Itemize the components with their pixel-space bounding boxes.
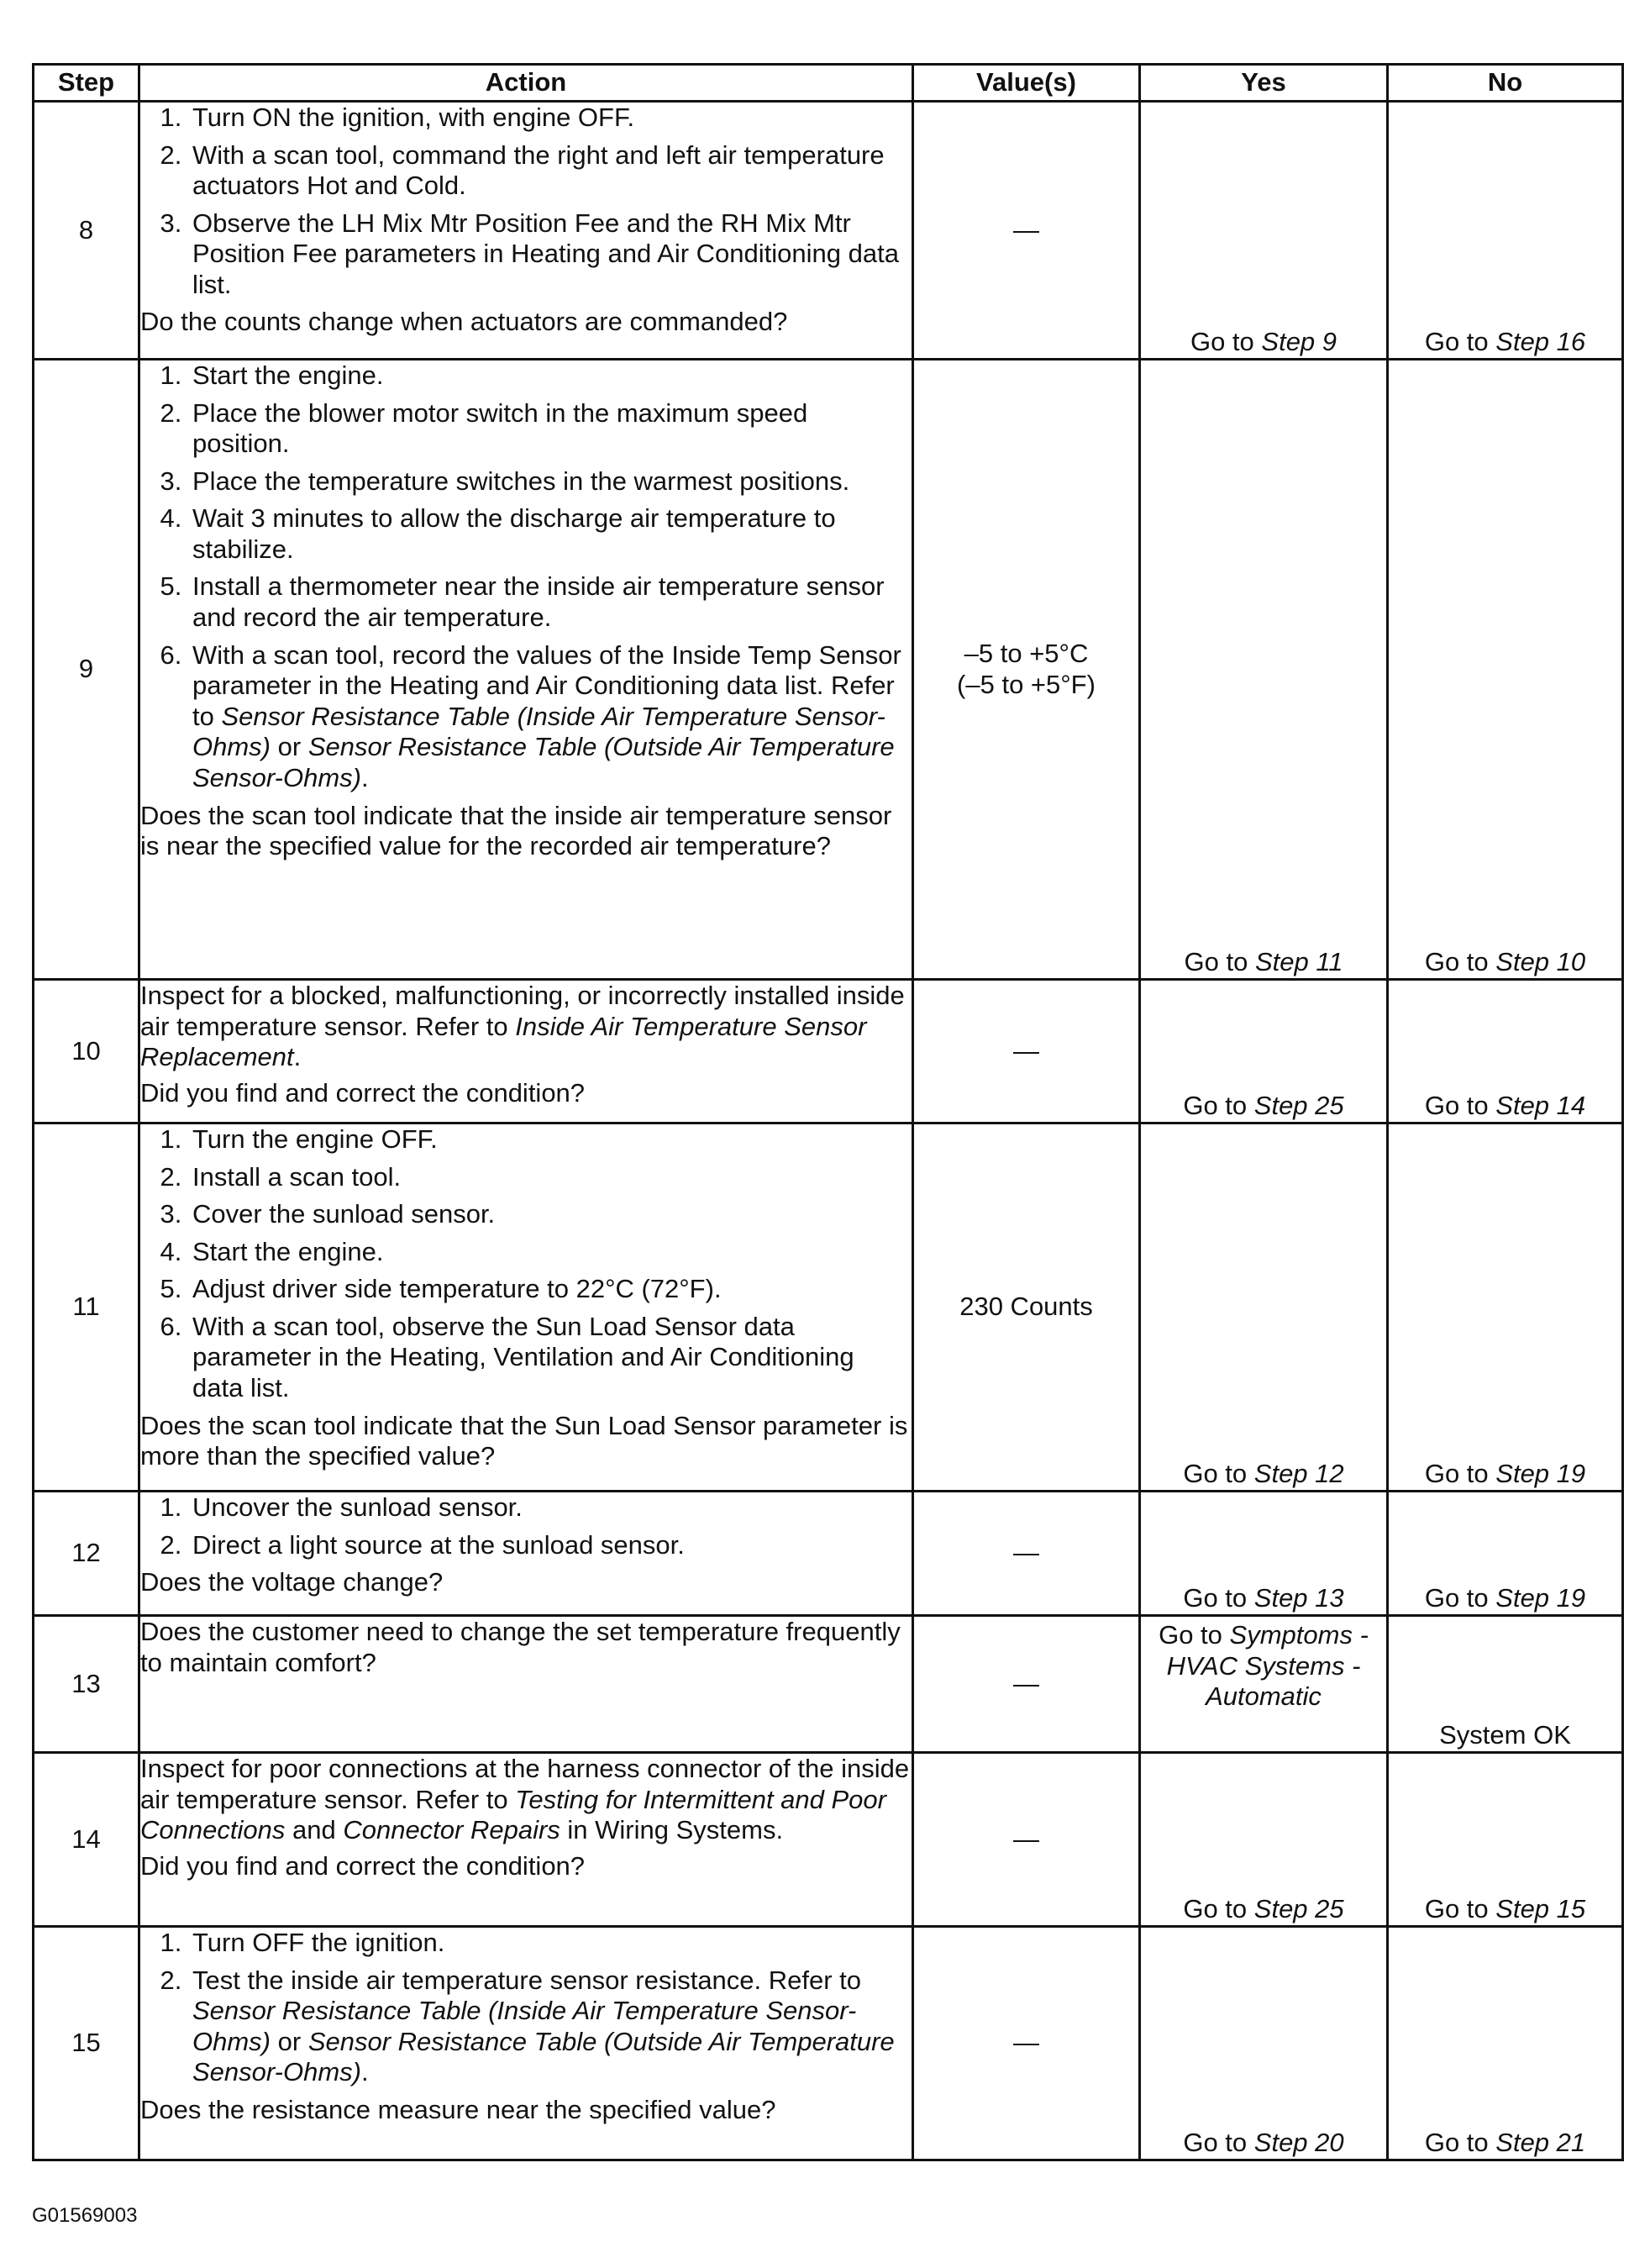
action-item: 6. With a scan tool, observe the Sun Load Sensor data parameter in the Heating, Ventilation and Air Conditioning data list. bbox=[189, 1312, 912, 1404]
action-cell bbox=[139, 1927, 913, 2160]
no-prefix: Go to bbox=[1424, 1894, 1489, 1924]
value-cell: — bbox=[913, 980, 1140, 1123]
step-number: 11 bbox=[34, 1123, 139, 1492]
yes-cell bbox=[1140, 360, 1388, 980]
action-list bbox=[140, 103, 912, 300]
yes-prefix: Go to bbox=[1183, 1091, 1248, 1121]
action-item bbox=[189, 1965, 912, 2088]
action-list bbox=[140, 1928, 912, 2088]
item-text: or bbox=[277, 2026, 302, 2056]
step-number: 13 bbox=[34, 1616, 139, 1753]
action-item: 1. Start the engine. bbox=[189, 360, 912, 392]
reference-link[interactable]: Sensor Resistance Table (Outside Air Temperature Sensor-Ohms) bbox=[192, 2026, 895, 2087]
yes-step-link[interactable]: Step 25 bbox=[1253, 1894, 1344, 1924]
table-row-step-15 bbox=[34, 1927, 1623, 2160]
item-text: . bbox=[361, 2057, 369, 2087]
no-prefix: Go to bbox=[1424, 1459, 1489, 1489]
yes-prefix: Go to bbox=[1190, 327, 1254, 357]
no-step-link[interactable]: Step 14 bbox=[1495, 1091, 1586, 1121]
yes-cell bbox=[1140, 980, 1388, 1123]
table-row-step-8 bbox=[34, 102, 1623, 360]
no-cell bbox=[1388, 1123, 1623, 1492]
action-item: 3. Cover the sunload sensor. bbox=[189, 1199, 912, 1230]
action-item: 4. Start the engine. bbox=[189, 1237, 912, 1268]
reference-link[interactable]: Testing for Intermittent and Poor Connections bbox=[140, 1784, 886, 1845]
table-row-step-11 bbox=[34, 1123, 1623, 1492]
item-text: or bbox=[277, 732, 302, 762]
action-list bbox=[140, 1492, 912, 1560]
header-yes: Yes bbox=[1140, 65, 1388, 102]
action-item: 1. Turn the engine OFF. bbox=[189, 1124, 912, 1155]
action-cell bbox=[139, 980, 913, 1123]
action-question: Do the counts change when actuators are commanded? bbox=[140, 307, 788, 337]
action-question: Does the voltage change? bbox=[140, 1567, 444, 1597]
value-cell: 230 Counts bbox=[913, 1123, 1140, 1492]
action-question: Does the customer need to change the set temperature frequently to maintain comfort? bbox=[140, 1617, 901, 1677]
para-text: in Wiring Systems. bbox=[567, 1815, 784, 1845]
no-cell bbox=[1388, 1753, 1623, 1927]
figure-code: G01569003 bbox=[32, 2204, 138, 2227]
step-number: 14 bbox=[34, 1753, 139, 1927]
item-text: Test the inside air temperature sensor resistance. Refer to bbox=[192, 1965, 862, 1995]
table-row-step-13 bbox=[34, 1616, 1623, 1753]
header-action: Action bbox=[139, 65, 913, 102]
yes-cell bbox=[1140, 102, 1388, 360]
step-number: 15 bbox=[34, 1927, 139, 2160]
para-text: Inspect for a blocked, malfunctioning, or incorrectly installed inside air temperature sensor. Refer to bbox=[140, 981, 905, 1041]
action-item: 2. Direct a light source at the sunload sensor. bbox=[189, 1530, 912, 1561]
yes-step-link[interactable]: Step 20 bbox=[1253, 2128, 1344, 2158]
yes-prefix: Go to bbox=[1183, 1583, 1248, 1613]
yes-cell bbox=[1140, 1492, 1388, 1616]
yes-step-link[interactable]: Step 9 bbox=[1261, 327, 1337, 357]
action-item: 1. Uncover the sunload sensor. bbox=[189, 1492, 912, 1523]
action-question: Does the resistance measure near the specified value? bbox=[140, 2094, 776, 2124]
yes-prefix: Go to bbox=[1184, 947, 1248, 977]
action-cell bbox=[139, 1616, 913, 1753]
action-item: 2. Install a scan tool. bbox=[189, 1162, 912, 1193]
action-item bbox=[189, 640, 912, 794]
yes-cell bbox=[1140, 1927, 1388, 2160]
yes-section-link[interactable]: Symptoms - HVAC Systems - Automatic bbox=[1166, 1620, 1369, 1712]
yes-cell bbox=[1140, 1753, 1388, 1927]
no-prefix: Go to bbox=[1424, 327, 1489, 357]
step-number: 8 bbox=[34, 102, 139, 360]
table-row-step-12 bbox=[34, 1492, 1623, 1616]
action-item: 3. Place the temperature switches in the warmest positions. bbox=[189, 466, 912, 497]
action-paragraph bbox=[140, 981, 912, 1073]
value-line: (–5 to +5°F) bbox=[957, 669, 1096, 699]
action-cell bbox=[139, 102, 913, 360]
action-cell bbox=[139, 1753, 913, 1927]
yes-prefix: Go to bbox=[1183, 2128, 1248, 2158]
action-cell bbox=[139, 1123, 913, 1492]
item-text: With a scan tool, record the values of the Inside Temp Sensor parameter in the Heating and Air Conditioning data list. Refer to bbox=[192, 639, 901, 731]
action-list bbox=[140, 1124, 912, 1404]
no-step-link[interactable]: Step 19 bbox=[1495, 1583, 1586, 1613]
reference-link[interactable]: Sensor Resistance Table (Inside Air Temperature Sensor-Ohms) bbox=[192, 701, 885, 762]
action-list bbox=[140, 360, 912, 794]
action-item: 1. Turn ON the ignition, with engine OFF. bbox=[189, 103, 912, 134]
header-step: Step bbox=[34, 65, 139, 102]
para-text: Inspect for poor connections at the harness connector of the inside air temperature sensor. Refer to bbox=[140, 1754, 910, 1814]
no-step-link[interactable]: Step 10 bbox=[1495, 947, 1586, 977]
no-cell bbox=[1388, 980, 1623, 1123]
action-question: Did you find and correct the condition? bbox=[140, 1077, 586, 1108]
yes-step-link[interactable]: Step 25 bbox=[1253, 1091, 1344, 1121]
table-row-step-10 bbox=[34, 980, 1623, 1123]
header-row bbox=[34, 65, 1623, 102]
action-item: 2. With a scan tool, command the right and left air temperature actuators Hot and Cold. bbox=[189, 140, 912, 202]
value-cell bbox=[913, 360, 1140, 980]
no-cell bbox=[1388, 1492, 1623, 1616]
value-cell: — bbox=[913, 1753, 1140, 1927]
action-question: Does the scan tool indicate that the inside air temperature sensor is near the specified value for the recorded air temperature? bbox=[140, 800, 892, 861]
step-number: 12 bbox=[34, 1492, 139, 1616]
yes-prefix: Go to bbox=[1159, 1620, 1222, 1650]
action-item: 4. Wait 3 minutes to allow the discharge air temperature to stabilize. bbox=[189, 503, 912, 565]
action-item: 3. Observe the LH Mix Mtr Position Fee and the RH Mix Mtr Position Fee parameters in Heating and Air Conditioning data list. bbox=[189, 208, 912, 301]
no-prefix: Go to bbox=[1424, 947, 1489, 977]
yes-step-link[interactable]: Step 12 bbox=[1253, 1459, 1344, 1489]
yes-step-link[interactable]: Step 11 bbox=[1254, 947, 1343, 977]
yes-prefix: Go to bbox=[1183, 1894, 1248, 1924]
action-item: 1. Turn OFF the ignition. bbox=[189, 1928, 912, 1959]
no-step-link[interactable]: Step 19 bbox=[1495, 1459, 1586, 1489]
no-cell bbox=[1388, 102, 1623, 360]
reference-link[interactable]: Sensor Resistance Table (Inside Air Temperature Sensor-Ohms) bbox=[192, 1996, 857, 2056]
value-cell: — bbox=[913, 1616, 1140, 1753]
table-row-step-14 bbox=[34, 1753, 1623, 1927]
action-question: Does the scan tool indicate that the Sun Load Sensor parameter is more than the specified value? bbox=[140, 1410, 908, 1471]
yes-cell bbox=[1140, 1616, 1388, 1753]
no-cell: System OK bbox=[1388, 1616, 1623, 1753]
yes-cell bbox=[1140, 1123, 1388, 1492]
value-cell: — bbox=[913, 102, 1140, 360]
yes-prefix: Go to bbox=[1183, 1459, 1248, 1489]
diagnostic-table bbox=[32, 63, 1624, 2161]
action-cell bbox=[139, 1492, 913, 1616]
no-prefix: Go to bbox=[1424, 2128, 1489, 2158]
yes-step-link[interactable]: Step 13 bbox=[1253, 1583, 1344, 1613]
reference-link[interactable]: Connector Repairs bbox=[343, 1815, 560, 1845]
action-item: 5. Adjust driver side temperature to 22°C (72°F). bbox=[189, 1274, 912, 1305]
no-cell bbox=[1388, 360, 1623, 980]
header-no: No bbox=[1388, 65, 1623, 102]
value-line: –5 to +5°C bbox=[964, 638, 1089, 668]
para-text: and bbox=[292, 1815, 336, 1845]
action-item: 5. Install a thermometer near the inside air temperature sensor and record the air temperature. bbox=[189, 571, 912, 633]
para-text: . bbox=[293, 1042, 302, 1072]
action-cell bbox=[139, 360, 913, 980]
item-text: . bbox=[361, 762, 369, 792]
no-step-link[interactable]: Step 16 bbox=[1495, 327, 1586, 357]
reference-link[interactable]: Inside Air Temperature Sensor Replacement bbox=[140, 1011, 867, 1072]
header-values: Value(s) bbox=[913, 65, 1140, 102]
step-number: 9 bbox=[34, 360, 139, 980]
table-row-step-9 bbox=[34, 360, 1623, 980]
no-cell bbox=[1388, 1927, 1623, 2160]
no-prefix: Go to bbox=[1424, 1583, 1489, 1613]
value-cell: — bbox=[913, 1927, 1140, 2160]
no-step-link[interactable]: Step 21 bbox=[1495, 2128, 1586, 2158]
action-question: Did you find and correct the condition? bbox=[140, 1850, 586, 1881]
step-number: 10 bbox=[34, 980, 139, 1123]
no-prefix: Go to bbox=[1424, 1091, 1489, 1121]
no-step-link[interactable]: Step 15 bbox=[1495, 1894, 1586, 1924]
reference-link[interactable]: Sensor Resistance Table (Outside Air Temperature Sensor-Ohms) bbox=[192, 732, 895, 792]
action-paragraph bbox=[140, 1754, 912, 1846]
action-item: 2. Place the blower motor switch in the maximum speed position. bbox=[189, 398, 912, 460]
value-cell: — bbox=[913, 1492, 1140, 1616]
